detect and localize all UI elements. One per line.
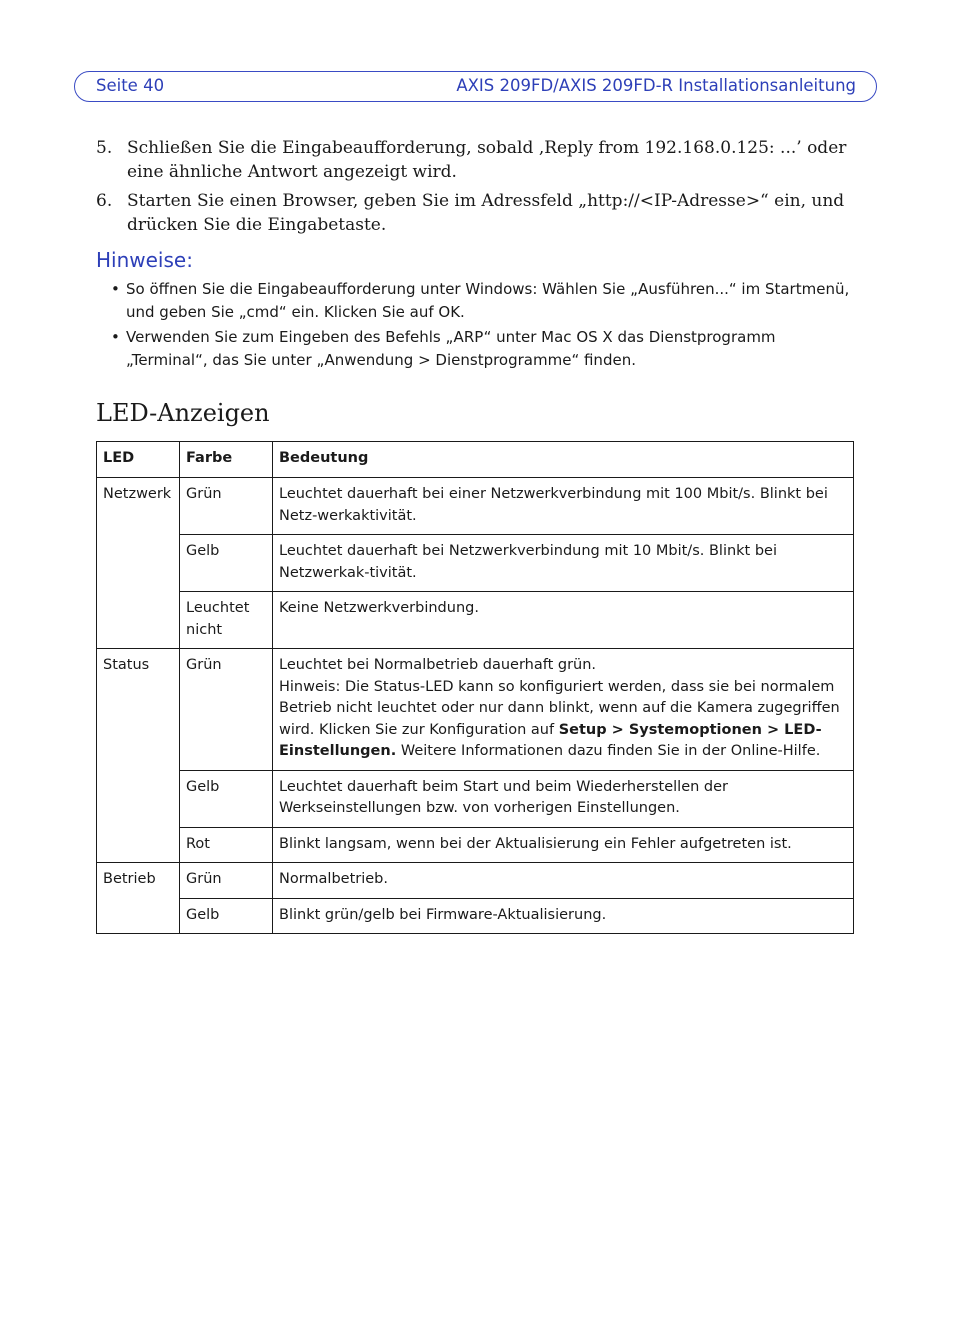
color-cell: Grün xyxy=(180,478,273,535)
meaning-cell: Leuchtet dauerhaft bei Netzwerkverbindung mit 10 Mbit/s. Blinkt bei Netzwerkak-tivität. xyxy=(273,535,854,592)
bullet-icon: • xyxy=(111,328,120,346)
document-title: AXIS 209FD/AXIS 209FD-R Installationsanleitung xyxy=(456,76,856,95)
meaning-line: Leuchtet bei Normalbetrieb dauerhaft grün. xyxy=(279,657,597,673)
table-row xyxy=(97,535,854,592)
notes-heading: Hinweise: xyxy=(96,248,193,272)
color-cell: Leuchtet nicht xyxy=(180,592,273,649)
page-number: Seite 40 xyxy=(96,76,165,95)
led-table xyxy=(96,441,854,934)
meaning-cell: Blinkt langsam, wenn bei der Aktualisierung ein Fehler aufgetreten ist. xyxy=(273,827,854,863)
menu-path: Setup > Systemoptionen > LED-Einstellungen. xyxy=(279,721,822,759)
meaning-note: Hinweis: Die Status-LED kann so konfiguriert werden, dass sie bei normalem Betrieb nicht leuchtet oder nur dann blinkt, wenn auf die Kamera zugegriffen wird. Klicken Sie zur Konfiguration auf xyxy=(279,678,840,738)
color-cell: Rot xyxy=(180,827,273,863)
table-header-row xyxy=(97,442,854,478)
instruction-steps xyxy=(96,136,856,242)
step-number: 6. xyxy=(96,191,113,211)
table-row xyxy=(97,649,854,771)
table-row xyxy=(97,898,854,934)
table-row xyxy=(97,770,854,827)
color-cell: Gelb xyxy=(180,535,273,592)
meaning-cell: Leuchtet dauerhaft beim Start und beim Wiederherstellen der Werkseinstellungen bzw. von vorherigen Einstellungen. xyxy=(273,770,854,827)
color-cell: Grün xyxy=(180,649,273,771)
meaning-cell xyxy=(273,649,854,771)
color-cell: Gelb xyxy=(180,770,273,827)
step-text: Schließen Sie die Eingabeaufforderung, sobald ‚Reply from 192.168.0.125: ...’ oder eine ähnliche Antwort angezeigt wird. xyxy=(127,138,847,182)
list-item xyxy=(111,326,861,372)
meaning-cell: Blinkt grün/gelb bei Firmware-Aktualisierung. xyxy=(273,898,854,934)
column-header-led: LED xyxy=(97,442,180,478)
color-cell: Gelb xyxy=(180,898,273,934)
table-row xyxy=(97,827,854,863)
led-name-cell: Netzwerk xyxy=(97,478,180,649)
bullet-icon: • xyxy=(111,280,120,298)
list-item xyxy=(96,189,856,237)
step-number: 5. xyxy=(96,138,113,158)
color-cell: Grün xyxy=(180,863,273,899)
list-item xyxy=(111,278,861,324)
note-text: Verwenden Sie zum Eingeben des Befehls „ARP“ unter Mac OS X das Dienstprogramm „Terminal“, das Sie unter „Anwendung > Dienstprogramme“ finden. xyxy=(126,328,776,369)
page-header xyxy=(74,71,877,102)
led-name-cell: Betrieb xyxy=(97,863,180,934)
table-row xyxy=(97,863,854,899)
section-title: LED-Anzeigen xyxy=(96,399,270,427)
meaning-tail: Weitere Informationen dazu finden Sie in der Online-Hilfe. xyxy=(400,743,821,759)
table-row xyxy=(97,592,854,649)
meaning-cell: Keine Netzwerkverbindung. xyxy=(273,592,854,649)
led-name-cell: Status xyxy=(97,649,180,863)
list-item xyxy=(96,136,856,184)
step-text: Starten Sie einen Browser, geben Sie im Adressfeld „http://<IP-Adresse>“ ein, und drücken Sie die Eingabetaste. xyxy=(127,191,845,235)
table-row xyxy=(97,478,854,535)
notes-list xyxy=(111,278,861,374)
column-header-meaning: Bedeutung xyxy=(273,442,854,478)
meaning-cell: Normalbetrieb. xyxy=(273,863,854,899)
column-header-color: Farbe xyxy=(180,442,273,478)
note-text: So öffnen Sie die Eingabeaufforderung unter Windows: Wählen Sie „Ausführen...“ im Startmenü, und geben Sie „cmd“ ein. Klicken Sie auf OK. xyxy=(126,280,850,321)
meaning-cell: Leuchtet dauerhaft bei einer Netzwerkverbindung mit 100 Mbit/s. Blinkt bei Netz-werkaktivität. xyxy=(273,478,854,535)
